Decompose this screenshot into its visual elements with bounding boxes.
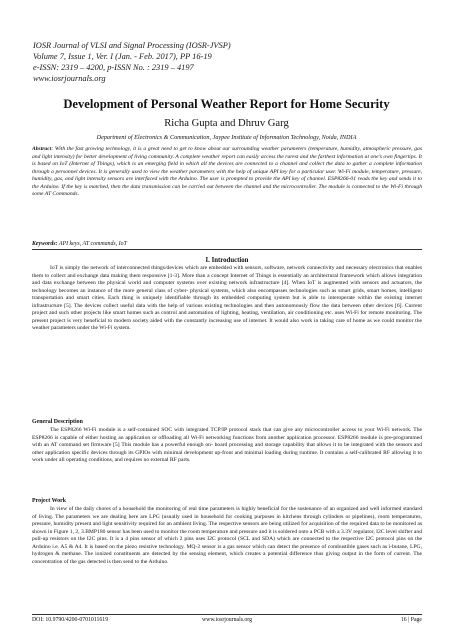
paper-authors: Richa Gupta and Dhruv Garg bbox=[164, 118, 289, 129]
general-heading: General Description bbox=[32, 419, 83, 425]
project-text: In view of the daily chores of a household the monitoring of real time parameters is highly beneficial for the sustenance of an organized and well informed standard of living. The parameters we are dealing here are LPG (usually used in household for cooking purposes in kitchens through cylinders or pipelines), room temperatures, pressure, humidity present and light sensitivity required for an ambient living. The respective sensors are being utilized for acquisition of the required data to be monitored as shown in Figure 1, 2, 3.BMP180 sensor has been used to monitor the room temperature and pressure and it is soldered onto a PCB with a 3.3V regulator, I2C level shifter and pull-up resistors on the I2C pins. It is a 4 pins sensor of which 2 pins uses I2C protocol (SCL and SDA) which are connected to the respective I2C protocol pins on the Arduino i.e. A5 & A4. It is based on the piezo resistive technology. MQ-2 sensor is a gas sensor which can detect the presence of combustible gases such as i-butane, LPG, hydrogen & methane. The ionized constituents are detected by the sensing element, which creates a potential difference thus giving output in the form of current. The concentration of the gas detected is then send to the Arduino. bbox=[32, 506, 422, 565]
keywords bbox=[32, 240, 422, 248]
footer-divider bbox=[32, 614, 422, 615]
page-footer bbox=[32, 616, 422, 626]
intro-text: IoT is simply the network of interconnected things/devices which are embedded with sensors, software, network connectivity and necessary electronics that enables them to collect and exchange data making them responsive [1-3]. More than a concept Internet of Things is essentially an architectural framework which allows integration and data exchange between the physical world and computer systems over existing network infrastructure [4]. When IoT is augmented with sensors and actuators, the technology becomes an instance of the more general class of cyber- physical systems, which also encompasses technologies such as smart grids, smart homes, intelligent transportation and smart cities. Each thing is uniquely identifiable through its embedded computing system but is able to interoperate within the existing internet infrastructure [5]. The devices collect useful data with the help of various existing technologies and then autonomously flow the data between other devices [6]. Current project and such other projects like smart homes such as control and automation of lighting, heating, ventilation, air conditioning etc. uses Wi-Fi for remote monitoring. The present project is very beneficial to modern society aided with the constantly increasing use of internet. It would also work in taking care of home as we could monitor the weather parameters under the Wi-Fi system. bbox=[32, 265, 422, 331]
journal-header bbox=[33, 40, 333, 84]
journal-name: IOSR Journal of VLSI and Signal Processing (IOSR-JVSP) bbox=[33, 41, 231, 50]
footer-page-number: 16 | Page bbox=[400, 617, 422, 623]
intro-heading: I. Introduction bbox=[205, 257, 249, 264]
general-paragraph bbox=[32, 427, 422, 465]
footer-website[interactable]: www.iosrjournals.org bbox=[201, 617, 253, 623]
project-paragraph bbox=[32, 506, 422, 566]
project-heading: Project Work bbox=[32, 498, 66, 504]
intro-paragraph bbox=[32, 265, 422, 333]
journal-volume: Volume 7, Issue 1, Ver. I (Jan. - Feb. 2017), PP 16-19 bbox=[33, 52, 212, 61]
footer-doi: DOI: 10.9790/4200-0701011619 bbox=[32, 617, 109, 623]
header-divider bbox=[32, 249, 422, 250]
journal-issn: e-ISSN: 2319 – 4200, p-ISSN No. : 2319 – 4197 bbox=[33, 63, 194, 72]
paper-affiliation: Department of Electronics & Communication, Jaypee Institute of Information Technology, Noida, INDIA bbox=[96, 134, 357, 141]
abstract-text: : With the fast growing technology, it is a great need to get to know about our surrounding weather parameters (temperature, humidity, atmospheric pressure, gas and light intensity) for better development of living community. A complete weather report can easily access the rarest and the farthest information at one’s own fingertips. It is based on IoT (Internet of Things), which is an emerging field in which all the devices are connected to a channel and collect the data to gather a complete information through a personnel devices. It is generally used to view the weather parameters with the help of unique API key for a particular user. Wi-Fi module, temperature, pressure, humidity, gas, and light intensity sensors are interfaced with the Arduino. The user is prompted to provide the API key of channel. ESP8266-01 reads the key and sends it to the Arduino. If the key is matched, then the data transmission can be carried out between the channel and the microcontroller. The module is connected to the Wi-Fi through some AT Commands. bbox=[32, 146, 422, 197]
paper-title: Development of Personal Weather Report for Home Security bbox=[63, 97, 390, 111]
abstract bbox=[32, 146, 422, 199]
abstract-label: Abstract bbox=[32, 146, 52, 152]
keywords-text: API keys, AT commands, IoT bbox=[57, 241, 127, 247]
general-text: The ESP8266 Wi-Fi module is a self-contained SOC with integrated TCP/IP protocol stack that can give any microcontroller access to your Wi-Fi network. The ESP8266 is capable of either hosting an application or offloading all Wi-Fi networking functions from another application processor. ESP8266 module is pre-programmed with an AT command set firmware [5] This module has a powerful enough on- board processing and storage capability that allows it to be integrated with the sensors and other application specific devices through its GPIOs with minimal development up-front and minimal loading during runtime. It contains a self-calibrated RF allowing it to work under all operating conditions, and requires no external RF parts. bbox=[32, 427, 422, 463]
keywords-label: Keywords: bbox=[32, 241, 58, 247]
journal-url[interactable]: www.iosrjournals.org bbox=[33, 74, 106, 83]
